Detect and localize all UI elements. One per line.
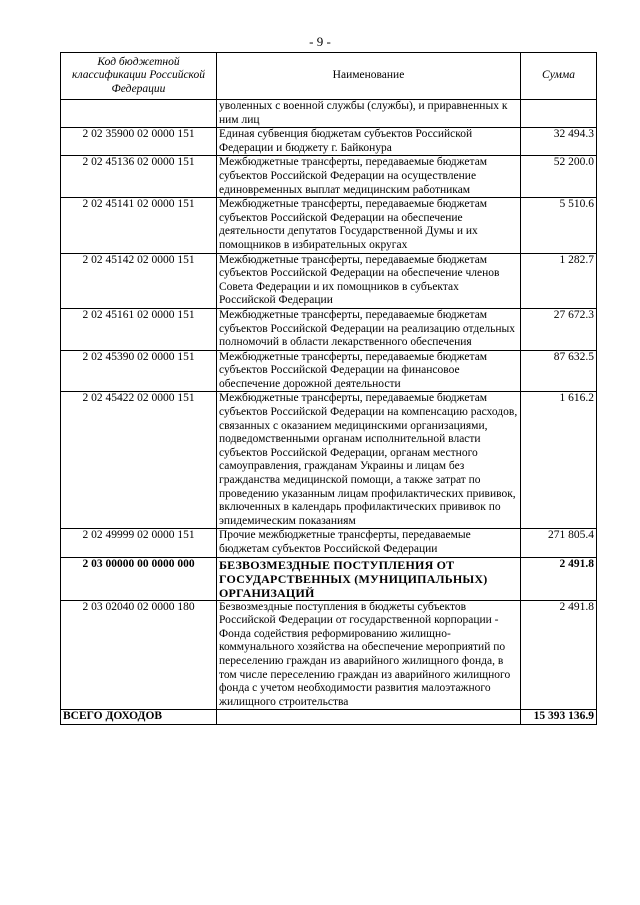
row-code: 2 02 35900 02 0000 151 [61, 128, 217, 156]
row-sum: 32 494.3 [521, 128, 597, 156]
section-row [61, 557, 597, 600]
table-row [61, 350, 597, 392]
row-sum: 2 491.8 [521, 600, 597, 710]
revenue-table [60, 52, 597, 725]
table-row [61, 128, 597, 156]
row-code: 2 02 45422 02 0000 151 [61, 392, 217, 529]
row-name: Межбюджетные трансферты, передаваемые бюджетам субъектов Российской Федерации на реализацию отдельных полномочий в области лекарственного обеспечения [217, 308, 521, 350]
row-code: 2 02 45141 02 0000 151 [61, 198, 217, 253]
row-sum [521, 100, 597, 128]
row-sum: 5 510.6 [521, 198, 597, 253]
row-sum: 87 632.5 [521, 350, 597, 392]
table-row [61, 253, 597, 308]
total-name-empty [217, 710, 521, 725]
table-header [61, 53, 597, 100]
row-name: Межбюджетные трансферты, передаваемые бюджетам субъектов Российской Федерации на осуществление единовременных выплат медицинским работникам [217, 156, 521, 198]
table-row [61, 392, 597, 529]
row-code: 2 02 45142 02 0000 151 [61, 253, 217, 308]
table-body [61, 100, 597, 725]
table-row [61, 600, 597, 710]
row-sum: 52 200.0 [521, 156, 597, 198]
row-name: Межбюджетные трансферты, передаваемые бюджетам субъектов Российской Федерации на обеспечение деятельности депутатов Государственной Думы и их помощников в избирательных округах [217, 198, 521, 253]
row-name: Безвозмездные поступления в бюджеты субъектов Российской Федерации от государственной корпорации - Фонда содействия реформированию жилищно-коммунального хозяйства на обеспечение мероприятий по переселению граждан из аварийного жилищного фонда, в том числе переселению граждан из аварийного жилищного фонда с учетом необходимости развития малоэтажного жилищного строительства [217, 600, 521, 710]
row-name: Межбюджетные трансферты, передаваемые бюджетам субъектов Российской Федерации на компенсацию расходов, связанных с оказанием медицинскими организациями, подведомственными органам исполнительной власти субъектов Российской Федерации, органам местного самоуправления, гражданам Украины и лицам без гражданства медицинской помощи, а также затрат по проведению указанным лицам профилактических прививок, включенных в календарь профилактических прививок по эпидемическим показаниям [217, 392, 521, 529]
total-label: ВСЕГО ДОХОДОВ [61, 710, 217, 725]
row-code: 2 03 02040 02 0000 180 [61, 600, 217, 710]
row-sum: 1 616.2 [521, 392, 597, 529]
page-number: - 9 - [309, 34, 331, 49]
section-sum: 2 491.8 [521, 557, 597, 600]
row-code: 2 02 45390 02 0000 151 [61, 350, 217, 392]
row-sum: 27 672.3 [521, 308, 597, 350]
table-row [61, 529, 597, 557]
header-name: Наименование [217, 53, 521, 100]
table-row [61, 100, 597, 128]
row-name: Межбюджетные трансферты, передаваемые бюджетам субъектов Российской Федерации на обеспечение членов Совета Федерации и их помощников в субъектах Российской Федерации [217, 253, 521, 308]
section-code: 2 03 00000 00 0000 000 [61, 557, 217, 600]
total-sum: 15 393 136.9 [521, 710, 597, 725]
row-code: 2 02 45161 02 0000 151 [61, 308, 217, 350]
row-name: Единая субвенция бюджетам субъектов Российской Федерации и бюджету г. Байконура [217, 128, 521, 156]
table-row [61, 198, 597, 253]
table-row [61, 156, 597, 198]
row-name: уволенных с военной службы (службы), и приравненных к ним лиц [217, 100, 521, 128]
table-row [61, 308, 597, 350]
row-code [61, 100, 217, 128]
row-sum: 1 282.7 [521, 253, 597, 308]
row-sum: 271 805.4 [521, 529, 597, 557]
row-name: Прочие межбюджетные трансферты, передаваемые бюджетам субъектов Российской Федерации [217, 529, 521, 557]
row-name: Межбюджетные трансферты, передаваемые бюджетам субъектов Российской Федерации на финансовое обеспечение дорожной деятельности [217, 350, 521, 392]
row-code: 2 02 49999 02 0000 151 [61, 529, 217, 557]
header-sum: Сумма [521, 53, 597, 100]
total-row [61, 710, 597, 725]
section-name: БЕЗВОЗМЕЗДНЫЕ ПОСТУПЛЕНИЯ ОТ ГОСУДАРСТВЕННЫХ (МУНИЦИПАЛЬНЫХ) ОРГАНИЗАЦИЙ [217, 557, 521, 600]
row-code: 2 02 45136 02 0000 151 [61, 156, 217, 198]
header-row [61, 53, 597, 100]
header-code: Код бюджетной классификации Российской Федерации [61, 53, 217, 100]
